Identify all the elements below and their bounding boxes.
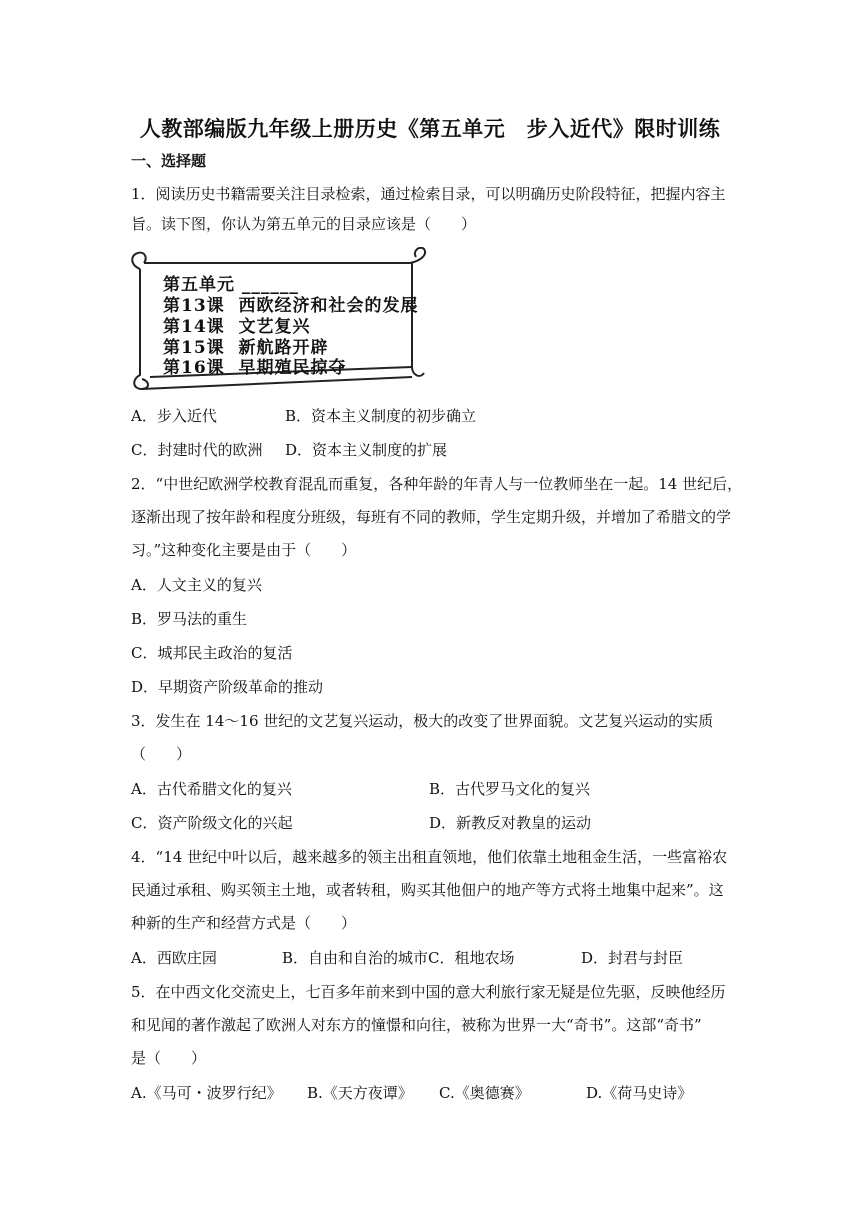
question-3-option-d[interactable]: D．新教反对教皇的运动 [429, 814, 592, 832]
question-3-text-line-2: （ ） [131, 745, 192, 763]
question-3-option-c[interactable]: C．资产阶级文化的兴起 [131, 814, 293, 832]
question-1-option-d[interactable]: D．资本主义制度的扩展 [285, 441, 448, 459]
question-5-option-d[interactable]: D.《荷马史诗》 [586, 1084, 693, 1102]
question-2-text-line-3: 习。”这种变化主要是由于（ ） [131, 541, 357, 559]
question-5-text-line-2: 和见闻的著作激起了欧洲人对东方的憧憬和向往，被称为世界一大“奇书”。这部“奇书” [131, 1016, 702, 1034]
question-2-option-d[interactable]: D．早期资产阶级革命的推动 [131, 678, 324, 696]
question-4-text-line-2: 民通过承租、购买领主土地，或者转租，购买其他佃户的地产等方式将土地集中起来”。这 [131, 881, 724, 899]
question-5-option-b[interactable]: B.《天方夜谭》 [307, 1084, 413, 1102]
question-2-text-line-1: 2．“中世纪欧洲学校教育混乱而重复，各种年龄的年青人与一位教师坐在一起。14 世纪后， [131, 475, 743, 493]
scroll-lesson-15: 第15课 新航路开辟 [163, 338, 329, 358]
question-4-text-line-1: 4．“14 世纪中叶以后，越来越多的领主出租直领地，他们依靠土地租金生活，一些富裕农 [131, 848, 728, 866]
question-4-text-line-3: 种新的生产和经营方式是（ ） [131, 914, 357, 932]
question-1-text-line-2: 旨。读下图，你认为第五单元的目录应该是（ ） [131, 215, 477, 233]
question-4-option-d[interactable]: D．封君与封臣 [581, 949, 684, 967]
question-3-option-a[interactable]: A．古代希腊文化的复兴 [131, 780, 292, 798]
scroll-lesson-13: 第13课 西欧经济和社会的发展 [163, 296, 419, 316]
question-1-text-line-1: 1．阅读历史书籍需要关注目录检索，通过检索目录，可以明确历史阶段特征，把握内容主 [131, 185, 726, 203]
question-4-option-a[interactable]: A．西欧庄园 [131, 949, 217, 967]
section-heading: 一、选择题 [131, 152, 207, 170]
question-2-option-b[interactable]: B．罗马法的重生 [131, 610, 248, 628]
page-title: 人教部编版九年级上册历史《第五单元 步入近代》限时训练 [139, 116, 721, 141]
question-1-option-b[interactable]: B．资本主义制度的初步确立 [285, 407, 477, 425]
question-5-option-c[interactable]: C.《奥德赛》 [439, 1084, 530, 1102]
question-1-option-c[interactable]: C．封建时代的欧洲 [131, 441, 263, 459]
question-4-option-b[interactable]: B．自由和自治的城市 [282, 949, 429, 967]
question-4-option-c[interactable]: C．租地农场 [428, 949, 515, 967]
question-3-text-line-1: 3．发生在 14～16 世纪的文艺复兴运动，极大的改变了世界面貌。文艺复兴运动的实质 [131, 712, 714, 730]
question-5-option-a[interactable]: A.《马可・波罗行纪》 [131, 1084, 282, 1102]
scroll-lesson-14: 第14课 文艺复兴 [163, 317, 311, 337]
question-2-text-line-2: 逐渐出现了按年龄和程度分班级，每班有不同的教师，学生定期升级，并增加了希腊文的学 [131, 508, 732, 526]
question-1-option-a[interactable]: A．步入近代 [131, 407, 217, 425]
question-5-text-line-1: 5．在中西文化交流史上，七百多年前来到中国的意大利旅行家无疑是位先驱，反映他经历 [131, 983, 726, 1001]
question-2-option-a[interactable]: A．人文主义的复兴 [131, 576, 262, 594]
scroll-unit-heading: 第五单元 ______ [163, 275, 299, 295]
question-2-option-c[interactable]: C．城邦民主政治的复活 [131, 644, 293, 662]
scroll-lesson-16: 第16课 早期殖民掠夺 [163, 358, 347, 378]
question-5-text-line-3: 是（ ） [131, 1049, 207, 1067]
question-3-option-b[interactable]: B．古代罗马文化的复兴 [429, 780, 591, 798]
